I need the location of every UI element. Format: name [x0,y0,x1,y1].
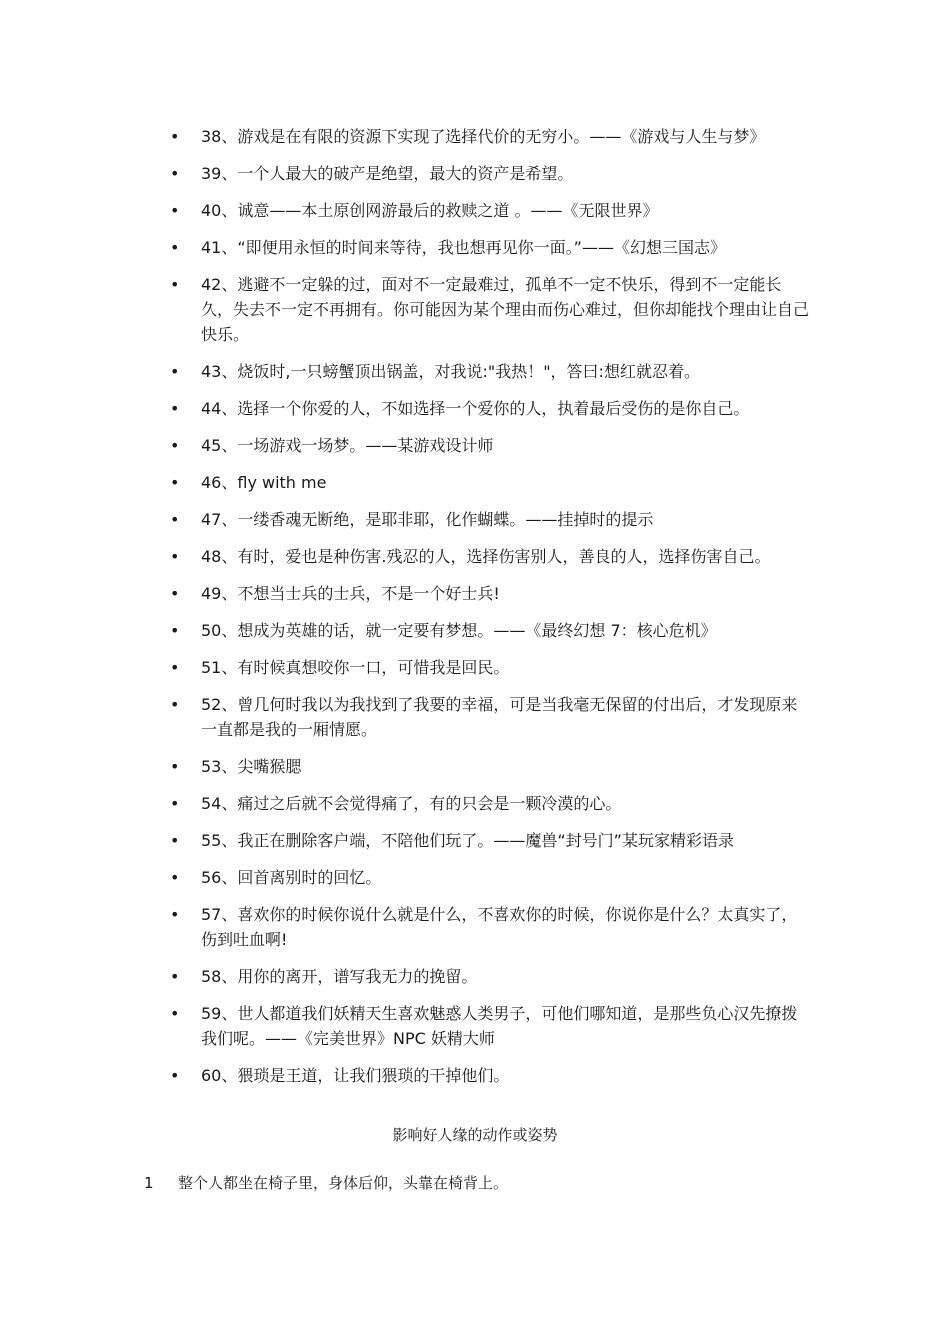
bullet-icon: • [170,127,180,146]
bullet-icon: • [170,362,180,381]
list-item-text: 整个人都坐在椅子里，身体后仰，头靠在椅背上。 [178,1174,509,1192]
quote-text: 57、喜欢你的时候你说什么就是什么，不喜欢你的时候，你说你是什么？太真实了，伤到吐血啊! [201,905,798,949]
quote-text: 41、“即便用永恒的时间来等待，我也想再见你一面。”——《幻想三国志》 [201,238,726,257]
bullet-icon: • [170,905,180,924]
quote-text: 43、烧饭时,一只螃蟹顶出锅盖，对我说:"我热！"，答曰:想红就忍着。 [201,362,700,381]
bullet-icon: • [170,1066,180,1085]
quote-list-item [170,655,810,680]
quote-text: 55、我正在删除客户端，不陪他们玩了。——魔兽“封号门”某玩家精彩语录 [201,831,734,850]
quote-list-item [170,124,810,149]
quote-list-item [170,865,810,890]
section-heading: 影响好人缘的动作或姿势 [392,1126,558,1144]
quote-text: 48、有时，爱也是种伤害.残忍的人，选择伤害别人，善良的人，选择伤害自己。 [201,547,771,566]
quote-list-item [170,507,810,532]
bullet-icon: • [170,831,180,850]
bullet-icon: • [170,201,180,220]
quote-list-item [170,1001,810,1051]
quote-text: 50、想成为英雄的话，就一定要有梦想。——《最终幻想 7：核心危机》 [201,621,717,640]
quote-list-item [170,618,810,643]
bullet-icon: • [170,399,180,418]
quote-list-item [170,235,810,260]
list-item-number: 1 [144,1174,154,1192]
bullet-icon: • [170,967,180,986]
quote-list-item [170,828,810,853]
bullet-icon: • [170,275,180,294]
quote-list-item [170,433,810,458]
bullet-icon: • [170,794,180,813]
quote-text: 54、痛过之后就不会觉得痛了，有的只会是一颗冷漠的心。 [201,794,622,813]
quote-text: 60、猥琐是王道，让我们猥琐的干掉他们。 [201,1066,510,1085]
quote-list-item [170,161,810,186]
bullet-icon: • [170,473,180,492]
quote-text: 40、诚意——本土原创网游最后的救赎之道 。——《无限世界》 [201,201,659,220]
quote-list-item [170,964,810,989]
quote-text: 46、fly with me [201,473,327,492]
bullet-icon: • [170,510,180,529]
bullet-icon: • [170,547,180,566]
quote-text: 51、有时候真想咬你一口，可惜我是回民。 [201,658,510,677]
quote-list-item [170,470,810,495]
bullet-icon: • [170,584,180,603]
bullet-icon: • [170,164,180,183]
bullet-icon: • [170,436,180,455]
quote-list-item [170,198,810,223]
quote-list [170,124,810,1100]
quote-list-item [170,692,810,742]
quote-list-item [170,359,810,384]
quote-list-item [170,544,810,569]
bullet-icon: • [170,757,180,776]
bullet-icon: • [170,238,180,257]
quote-text: 49、不想当士兵的士兵，不是一个好士兵! [201,584,500,603]
numbered-list-item [144,1172,844,1194]
quote-list-item [170,754,810,779]
bullet-icon: • [170,1004,180,1023]
bullet-icon: • [170,868,180,887]
quote-text: 38、游戏是在有限的资源下实现了选择代价的无穷小。——《游戏与人生与梦》 [201,127,766,146]
quote-list-item [170,581,810,606]
quote-list-item [170,791,810,816]
quote-text: 59、世人都道我们妖精天生喜欢魅惑人类男子，可他们哪知道，是那些负心汉先撩拨我们呢。——《完美世界》NPC 妖精大师 [201,1004,798,1048]
quote-text: 45、一场游戏一场梦。——某游戏设计师 [201,436,494,455]
bullet-icon: • [170,658,180,677]
bullet-icon: • [170,695,180,714]
quote-list-item [170,1063,810,1088]
quote-list-item [170,902,810,952]
quote-text: 52、曾几何时我以为我找到了我要的幸福，可是当我毫无保留的付出后，才发现原来一直都是我的一厢情愿。 [201,695,798,739]
bullet-icon: • [170,621,180,640]
quote-list-item [170,272,810,347]
quote-list-item [170,396,810,421]
quote-text: 56、回首离别时的回忆。 [201,868,382,887]
quote-text: 58、用你的离开，谱写我无力的挽留。 [201,967,478,986]
quote-text: 53、尖嘴猴腮 [201,757,302,776]
quote-text: 47、一缕香魂无断绝，是耶非耶，化作蝴蝶。——挂掉时的提示 [201,510,654,529]
quote-text: 44、选择一个你爱的人，不如选择一个爱你的人，执着最后受伤的是你自己。 [201,399,750,418]
quote-text: 42、逃避不一定躲的过，面对不一定最难过，孤单不一定不快乐，得到不一定能长久，失去不一定不再拥有。你可能因为某个理由而伤心难过，但你却能找个理由让自己快乐。 [201,275,810,344]
quote-text: 39、一个人最大的破产是绝望，最大的资产是希望。 [201,164,574,183]
